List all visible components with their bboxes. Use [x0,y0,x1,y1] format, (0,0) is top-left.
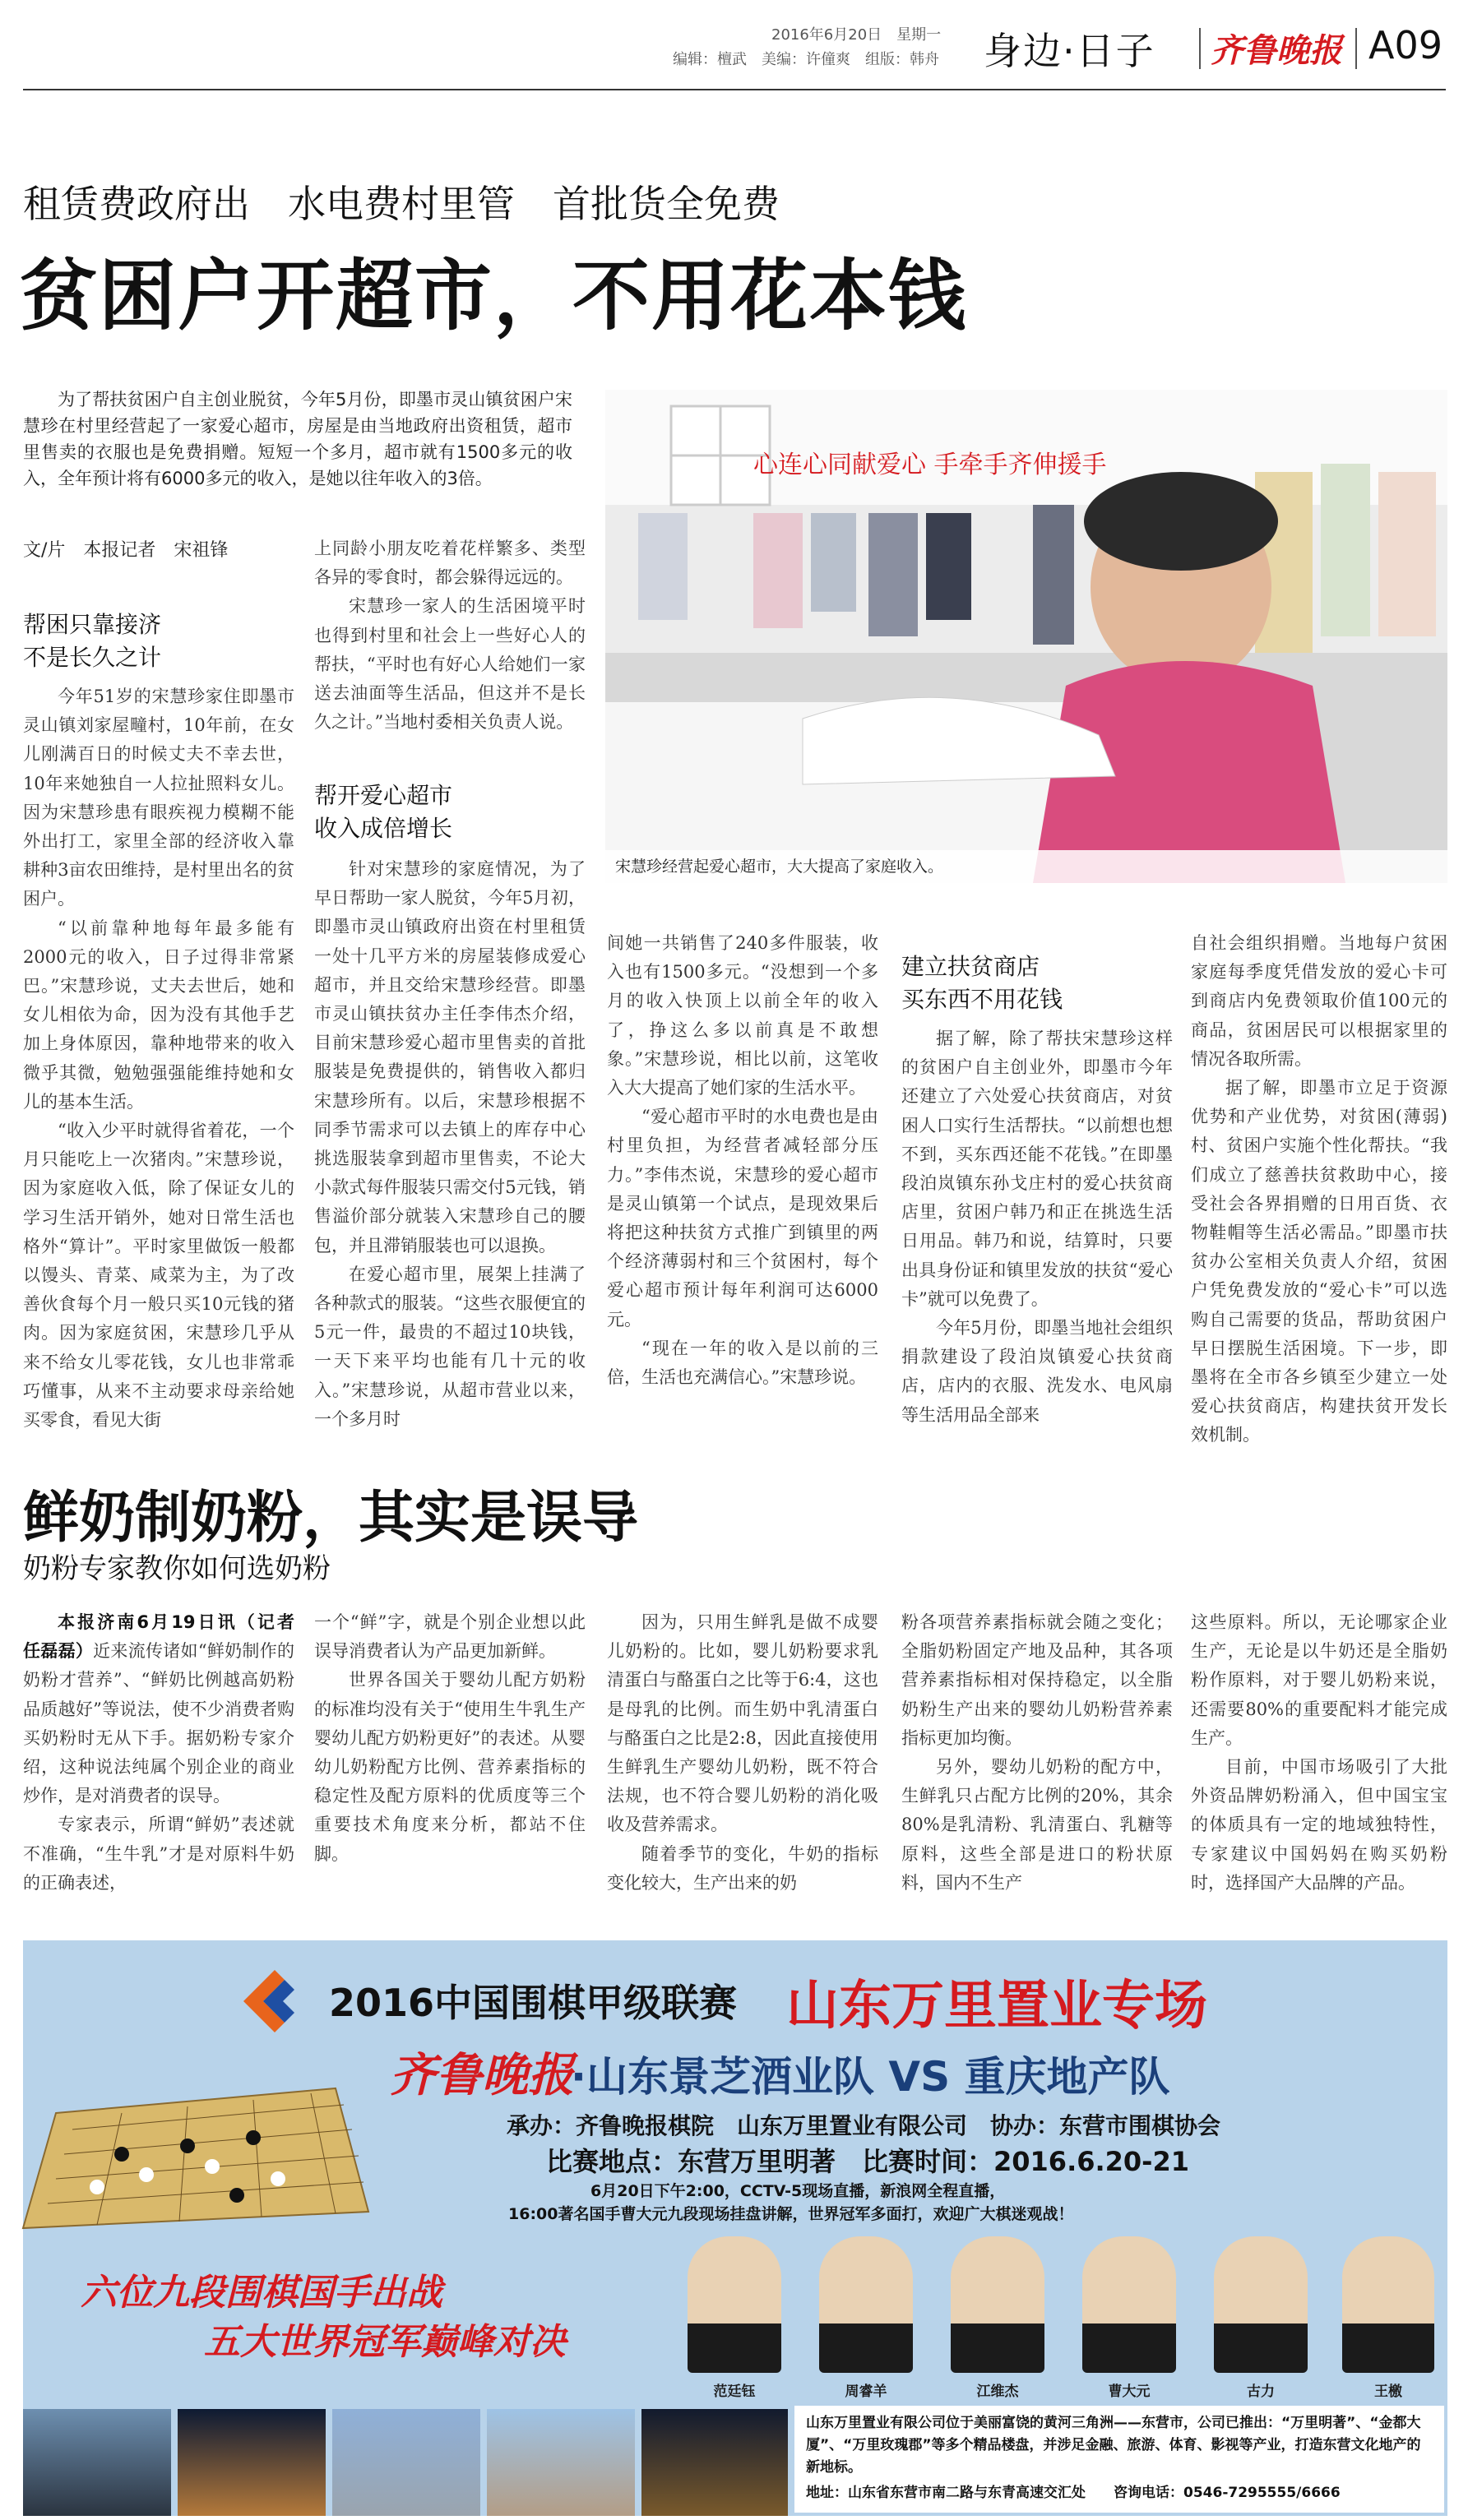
paragraph: 另外，婴幼儿奶粉的配方中，生鲜乳只占配方比例的20%，其余80%是乳清粉、乳清蛋白、乳糖等原料，这些全部是进口的粉状原料，国内不生产 [901,1757,1173,1893]
section-title: 身边·日子 [984,29,1155,73]
paragraph [23,1608,312,1810]
player-name: 周睿羊 [845,2384,887,2400]
subhead-2-line2: 收入成倍增长 [314,815,453,842]
player-6 [1331,2220,1446,2399]
header-divider-2 [1355,28,1357,69]
kicker: 租赁费政府出 水电费村里管 首批货全免费 [23,182,780,226]
paragraph: 目前，中国市场吸引了大批外资品牌奶粉涌入，但中国宝宝的体质具有一定的地域独特性，专家建议中国妈妈在购买奶粉时，选择国产大品牌的产品。 [1191,1757,1447,1893]
story2-col3 [607,1608,878,1929]
subhead-3 [901,950,1063,1016]
player-3 [936,2220,1059,2399]
ad-broadcast-1: 6月20日下午2:00，CCTV-5现场直播，新浪网全程直播， [590,2182,1006,2200]
player-name: 江维杰 [976,2384,1019,2400]
building-photo [641,2409,788,2516]
paragraph: 因为，只用生鲜乳是做不成婴儿奶粉的。比如，婴儿奶粉要求乳清蛋白与酪蛋白之比等于6:4，这也是母乳的比例。而生奶中乳清蛋白与酪蛋白之比是2:8，因此直接使用生鲜乳生产婴幼儿奶粉，既不符合法规，也不符合婴儿奶粉的消化吸收及营养需求。 [607,1612,878,1835]
headline: 贫困户开超市，不用花本钱 [20,252,968,341]
header-credits: 编辑：檀武 美编：许僮爽 组版：韩舟 [673,51,939,68]
paper-logo: 齐鲁晚报 [1211,31,1342,70]
paragraph: 在爱心超市里，展架上挂满了各种款式的服装。“这些衣服便宜的5元一件，最贵的不超过10块钱，一天下来平均也能有几十元的收入。”宋慧珍说，从超市营业以来，一个多月时 [314,1264,586,1429]
contact-line [806,2481,1433,2501]
paragraph: 今年51岁的宋慧珍家住即墨市灵山镇刘家屋疃村，10年前，在女儿刚满百日的时候丈夫不幸去世，10年来她独自一人拉扯照料女儿。因为宋慧珍患有眼疾视力模糊不能外出打工，家里全部的经济收入靠耕种3亩农田维持，是村里出名的贫困户。 [23,687,294,909]
company-address: 地址：山东省东营市南二路与东青高速交汇处 [806,2485,1086,2501]
story2-lead: 近来流传诸如“鲜奶制作的奶粉才营养”、“鲜奶比例越高奶粉品质越好”等说法，使不少消费者购买奶粉时无从下手。据奶粉专家介绍，这种说法纯属个别企业的商业炒作，是对消费者的误导。 [23,1641,294,1806]
ad-title-red: 山东万里置业专场 [786,1976,1207,2037]
player-name: 范廷钰 [713,2384,756,2400]
avatar [819,2236,913,2373]
avatar [951,2236,1044,2373]
header-rule [23,89,1446,90]
subhead-1 [23,608,161,674]
date: 2016年6月20日 [771,26,882,44]
avatar [688,2236,781,2373]
company-info: 山东万里置业有限公司位于美丽富饶的黄河三角洲——东营市，公司已推出：“万里明著”、“金都大厦”、“万里玫瑰郡”等多个精品楼盘，并涉足金融、旅游、体育、影视等产业，打造东营文化地产的新地标。 [806,2415,1421,2476]
weekday: 星期一 [896,26,942,44]
dateline: 本报济南6月19日讯（记者 任磊磊） [23,1612,312,1662]
ad-organizers: 承办：齐鲁晚报棋院 山东万里置业有限公司 协办：东营市围棋协会 [507,2112,1221,2139]
go-board-illustration [23,2064,368,2253]
paragraph: 今年5月份，即墨当地社会组织捐款建设了段泊岚镇爱心扶贫商店，店内的衣服、洗发水、电风扇等生活用品全部来 [901,1318,1173,1425]
paragraph: 专家表示，所谓“鲜奶”表述就不准确，“生牛乳”才是对原料牛奶的正确表述， [23,1815,294,1893]
paragraph: 一个“鲜”字，就是个别企业想以此误导消费者认为产品更加新鲜。 [314,1612,586,1662]
ad-venue: 比赛地点：东营万里明著 比赛时间：2016.6.20-21 [546,2146,1189,2177]
player-4 [1067,2220,1191,2399]
company-info-box [794,2406,1444,2513]
subhead-1-line2: 不是长久之计 [23,644,162,671]
subhead-3-line2: 买东西不用花钱 [901,986,1063,1013]
paragraph: “收入少平时就得省着花，一个月只能吃上一次猪肉。”宋慧珍说，因为家庭收入低，除了保证女儿的学习生活开销外，她对日常生活也格外“算计”。平时家里做饭一般都以馒头、青菜、咸菜为主，为了改善伙食每个月一般只买10元钱的猪肉。因为家庭贫困，宋慧珍几乎从来不给女儿零花钱，女儿也非常乖巧懂事，从来不主动要求母亲给她买零食，看见大街 [23,1121,294,1431]
building-photo [487,2409,635,2516]
subhead-2 [314,779,452,845]
byline: 文/片 本报记者 宋祖锋 [23,540,229,561]
paragraph: 这些原料。所以，无论哪家企业生产，无论是以牛奶还是全脂奶粉作原料，对于婴儿奶粉来说，还需要80%的重要配料才能完成生产。 [1191,1612,1447,1748]
header-date [771,23,941,44]
paragraph: “以前靠种地每年最多能有2000元的收入，日子过得非常紧巴。”宋慧珍说，丈夫去世后，她和女儿相依为命，因为没有其他手艺加上身体原因，靠种地带来的收入微乎其微，勉勉强强能维持她和女儿的基本生活。 [23,918,294,1112]
paragraph: 间她一共销售了240多件服装，收入也有1500多元。“没想到一个多月的收入快顶上以前全年的收入了，挣这么多以前真是不敢想象。”宋慧珍说，相比以前，这笔收入大大提高了她们家的生活水平。 [607,933,878,1098]
paragraph: 针对宋慧珍的家庭情况，为了早日帮助一家人脱贫，今年5月初，即墨市灵山镇政府出资在村里租赁一处十几平方米的房屋装修成爱心超市，并且交给宋慧珍经营。即墨市灵山镇扶贫办主任李伟杰介绍，目前宋慧珍爱心超市里售卖的首批服装是免费提供的，销售收入都归宋慧珍所有。以后，宋慧珍根据不同季节需求可以去镇上的库存中心挑选服装拿到超市里售卖，不论大小款式每件服装只需交付5元钱，销售溢价部分就装入宋慧珍自己的腰包，并且滞销服装也可以退换。 [314,859,586,1255]
paragraph: 宋慧珍一家人的生活困境平时也得到村里和社会上一些好心人的帮扶，“平时也有好心人给她们一家送去油面等生活品，但这并不是长久之计。”当地村委相关负责人说。 [314,596,586,733]
story2-col1 [23,1608,312,1929]
building-photos [23,2409,788,2516]
story1-col1 [23,682,294,1455]
ad-paper-logo: 齐鲁晚报 [390,2048,574,2102]
story2-col4 [901,1608,1173,1929]
paragraph: “爱心超市平时的水电费也是由村里负担，为经营者减轻部分压力。”李伟杰说，宋慧珍的爱心超市是灵山镇第一个试点，是现效果后将把这种扶贫方式推广到镇里的两个经济薄弱村和三个贫困村，每个爱心超市预计每年利润可达6000元。 [607,1107,878,1329]
paragraph: “现在一年的收入是以前的三倍，生活也充满信心。”宋慧珍说。 [607,1338,878,1388]
paragraph: 据了解，除了帮扶宋慧珍这样的贫困户自主创业外，即墨市今年还建立了六处爱心扶贫商店，对贫困人口实行生活帮扶。“以前想也想不到，买东西还能不花钱。”在即墨段泊岚镇东孙戈庄村的爱心扶贫商店里，贫困户韩乃和正在挑选生活日用品。韩乃和说，结算时，只要出具身份证和镇里发放的扶贫“爱心卡”就可以免费了。 [901,1029,1173,1309]
subhead-1-line1: 帮困只靠接济 [23,611,162,638]
photo-caption: 宋慧珍经营起爱心超市，大大提高了家庭收入。 [605,850,1457,883]
paragraph: 上同龄小朋友吃着花样繁多、类型各异的零食时，都会躲得远远的。 [314,539,586,588]
story1-col2b [314,855,586,1455]
advertisement[interactable] [23,1940,1447,2516]
paragraph: 据了解，即墨市立足于资源优势和产业优势，对贫困(薄弱)村、贫困户实施个性化帮扶。“我们成立了慈善扶贫救助中心，接受社会各界捐赠的日用百货、衣物鞋帽等生活必需品。”即墨市扶贫办公室相关负责人介绍，贫困户凭免费发放的“爱心卡”可以选购自己需要的货品，帮助贫困户早日摆脱生活困境。下一步，即墨将在全市各乡镇至少建立一处爱心扶贫商店，构建扶贫开发长效机制。 [1191,1078,1447,1445]
ad-title-black: 2016中国围棋甲级联赛 [329,1981,738,2025]
paragraph: 随着季节的变化，牛奶的指标变化较大，生产出来的奶 [607,1843,878,1893]
subhead-3-line1: 建立扶贫商店 [901,953,1040,980]
story1-col2a [314,534,586,765]
player-name: 曹大元 [1108,2384,1151,2400]
avatar [1082,2236,1176,2373]
avatar [1342,2236,1434,2373]
building-photo [332,2409,480,2516]
avatar [1214,2236,1308,2373]
story1-col5 [1191,929,1447,1455]
player-name: 古力 [1247,2384,1275,2400]
story2-col5 [1191,1608,1447,1929]
company-phone: 咨询电话：0546-7295555/6666 [1114,2485,1341,2501]
company-logo-icon [235,1962,314,2041]
subheadline-2: 奶粉专家教你如何选奶粉 [23,1552,331,1585]
story2-col2 [314,1608,586,1929]
header-divider-1 [1199,28,1201,69]
player-2 [804,2220,928,2399]
story1-col4 [901,1024,1173,1455]
building-photo [178,2409,326,2516]
paragraph: 粉各项营养素指标就会随之变化；全脂奶粉固定产地及品种，其各项营养素指标相对保持稳定，以全脂奶粉生产出来的婴幼儿奶粉营养素指标更加均衡。 [901,1612,1173,1748]
player-1 [673,2220,796,2399]
player-portraits [673,2220,1446,2399]
page-number: A09 [1368,23,1443,67]
ad-slogan-1: 六位九段围棋国手出战 [81,2272,442,2314]
story1-col3 [607,929,878,1455]
lede: 为了帮扶贫困户自主创业脱贫，今年5月份，即墨市灵山镇贫困户宋慧珍在村里经营起了一家爱心超市，房屋是由当地政府出资租赁，超市里售卖的衣服也是免费捐赠。短短一个多月，超市就有1500多元的收入，全年预计将有6000多元的收入，是她以往年收入的3倍。 [23,390,572,488]
subhead-2-line1: 帮开爱心超市 [314,782,453,809]
ad-slogan-2: 五大世界冠军巅峰对决 [204,2321,566,2363]
photo-banner: 心连心同献爱心 手牵手齐伸援手 [753,451,1107,479]
ad-broadcast-2: 16:00著名国手曹大元九段现场挂盘讲解，世界冠军多面打，欢迎广大棋迷观战！ [508,2205,1074,2223]
headline-2: 鲜奶制奶粉，其实是误导 [23,1486,639,1551]
paragraph: 世界各国关于婴幼儿配方奶粉的标准均没有关于“使用生牛乳生产婴幼儿配方奶粉更好”的表述。从婴幼儿奶粉配方比例、营养素指标的稳定性及配方原料的优质度等三个重要技术角度来分析，都站不住脚。 [314,1670,586,1864]
ad-vs-line: ·山东景芝酒业队 VS 重庆地产队 [571,2053,1170,2101]
player-name: 王檄 [1374,2384,1402,2400]
paragraph: 自社会组织捐赠。当地每户贫困家庭每季度凭借发放的爱心卡可到商店内免费领取价值100元的商品，贫困居民可以根据家里的情况各取所需。 [1191,933,1447,1069]
photo-shop-owner [605,390,1447,883]
building-photo [23,2409,171,2516]
player-5 [1199,2220,1322,2399]
